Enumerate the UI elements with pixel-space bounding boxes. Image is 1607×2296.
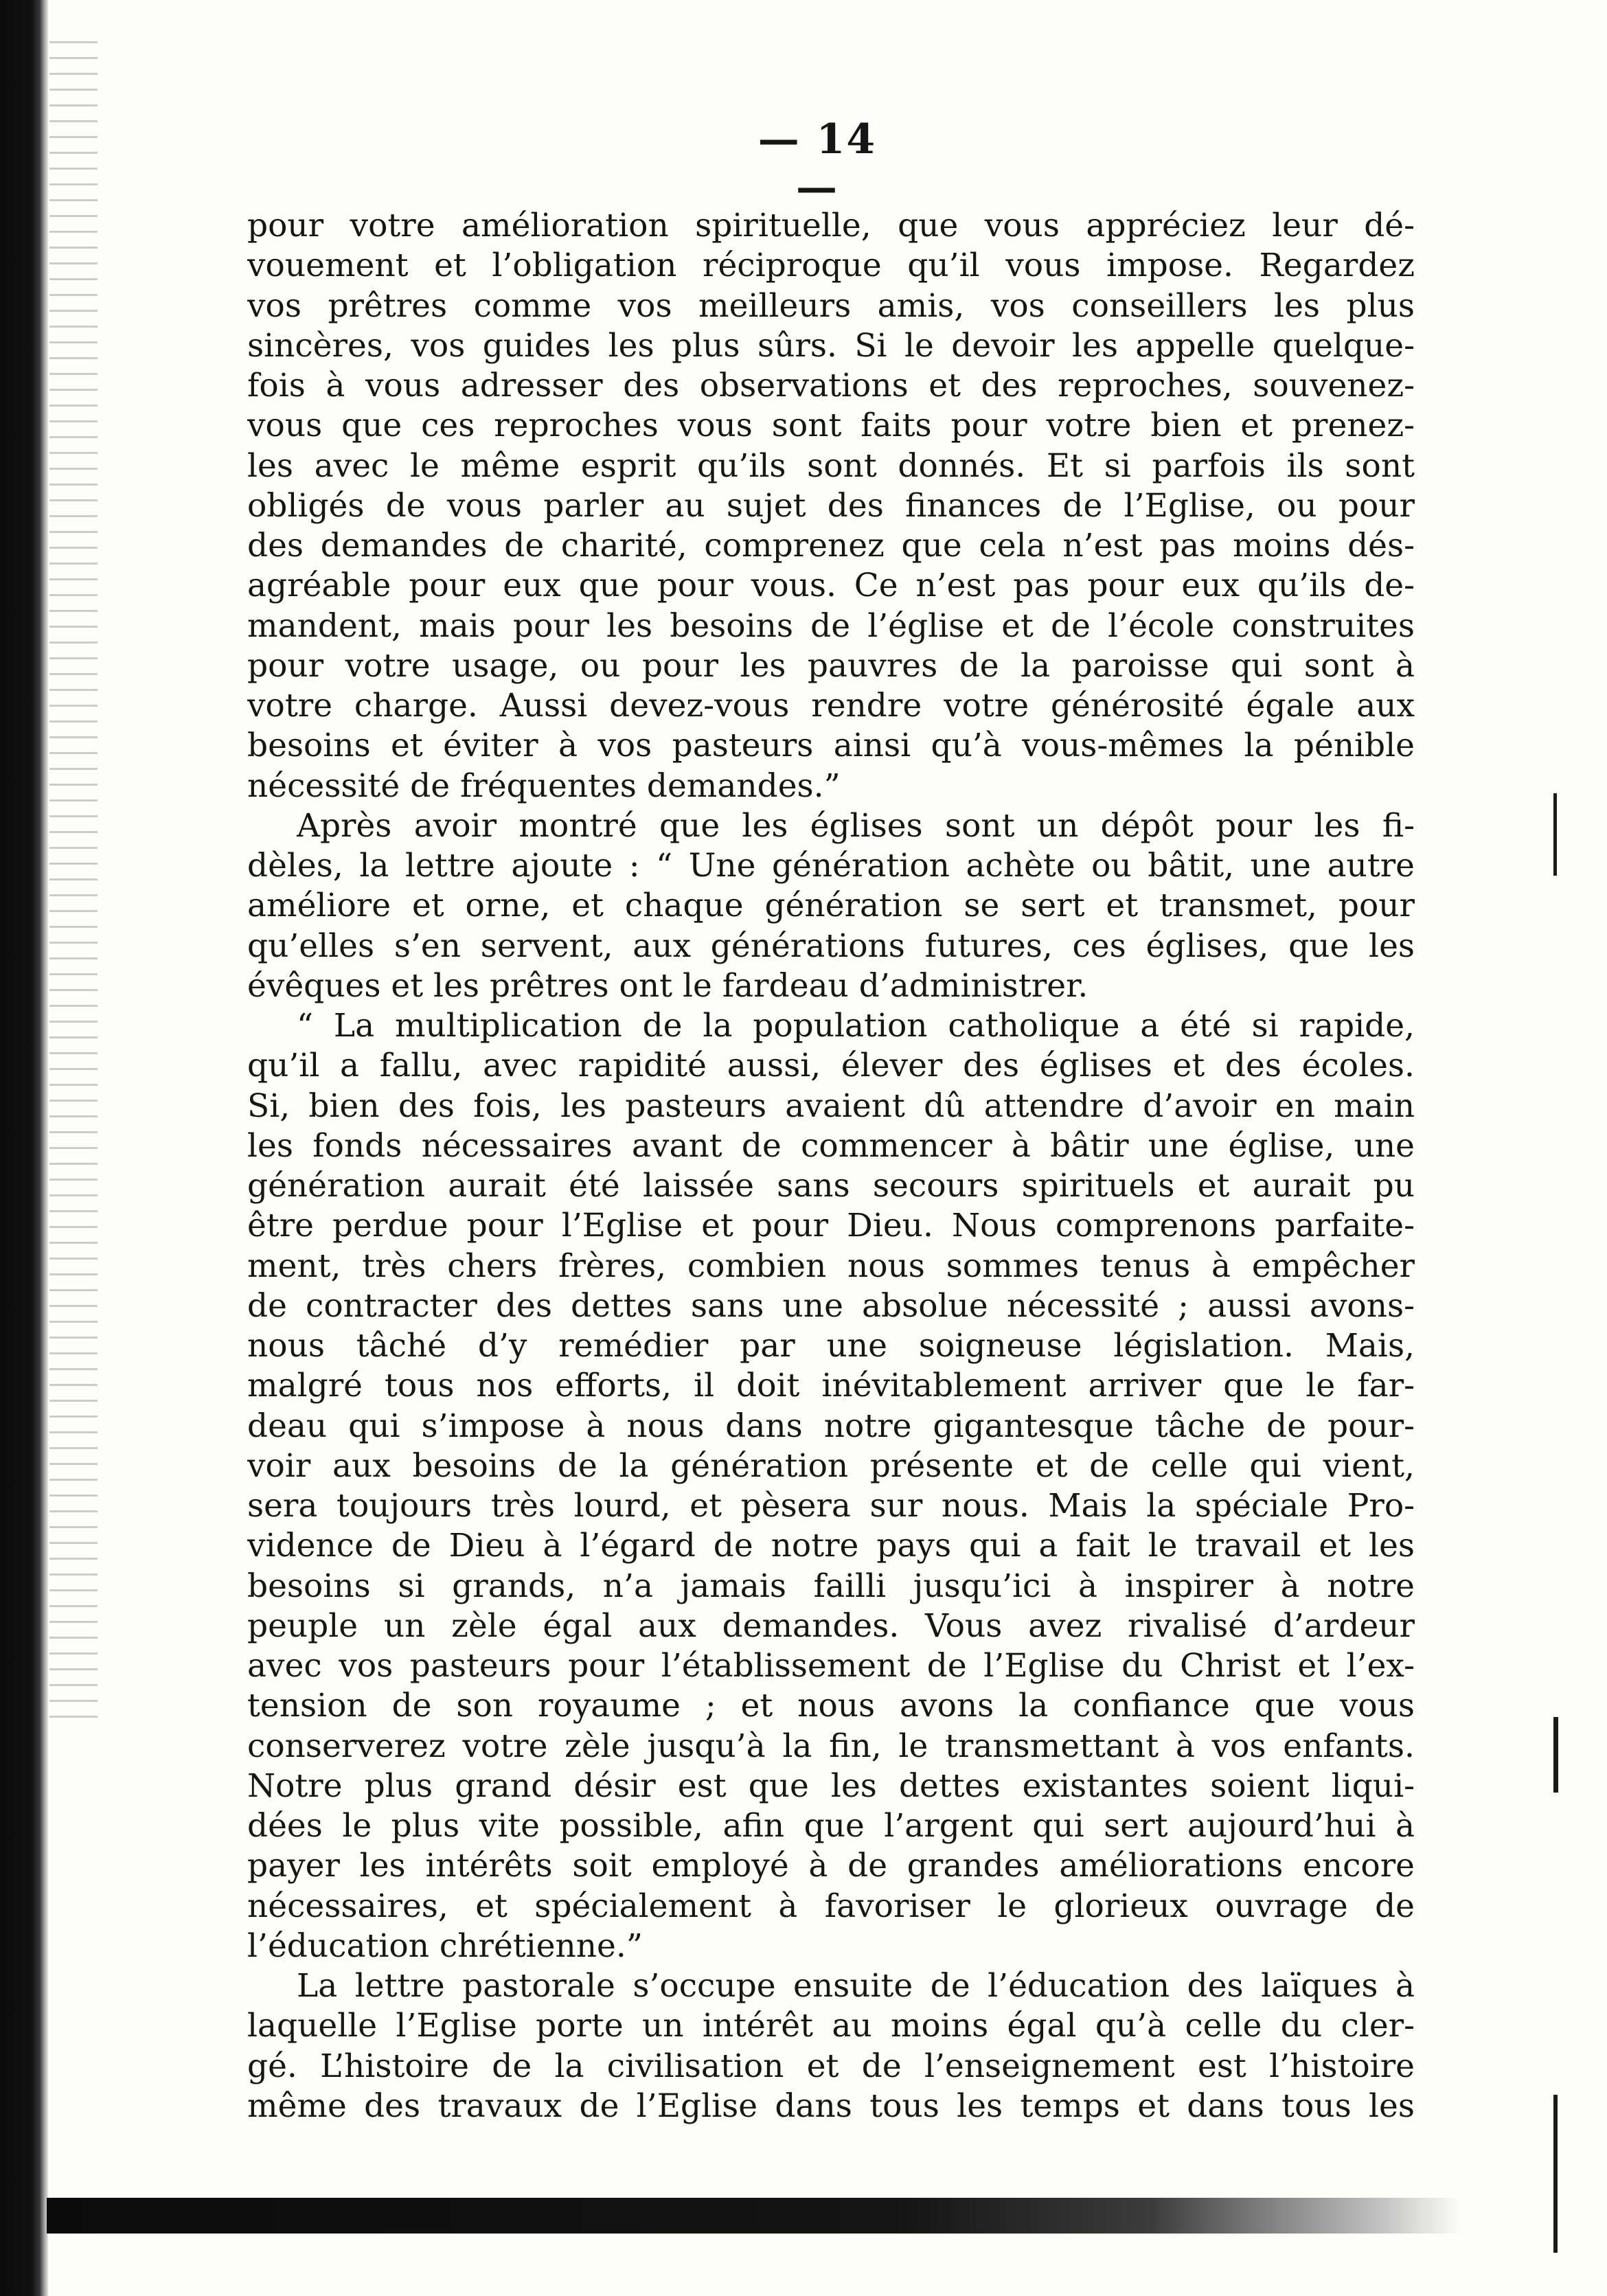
- text-line: besoins et éviter à vos pasteurs ainsi qu’à vous-mêmes la pénible: [247, 727, 1415, 765]
- text-line: dèles, la lettre ajoute : “ Une génération achète ou bâtit, une autre: [247, 847, 1415, 885]
- text-line: payer les intérêts soit employé à de grandes améliorations encore: [247, 1847, 1415, 1885]
- binding-edge-shadow: [0, 0, 48, 2296]
- bottom-scan-edge: [47, 2198, 1461, 2234]
- text-line: nous tâché d’y remédier par une soigneuse législation. Mais,: [247, 1327, 1415, 1365]
- text-line: nécessaires, et spécialement à favoriser le glorieux ouvrage de: [247, 1887, 1415, 1925]
- text-line: Après avoir montré que les églises sont un dépôt pour les fi-: [297, 806, 1415, 845]
- text-line: votre charge. Aussi devez-vous rendre votre générosité égale aux: [247, 687, 1415, 725]
- text-line: deau qui s’impose à nous dans notre gigantesque tâche de pour-: [247, 1407, 1415, 1445]
- margin-mark: [1553, 2095, 1558, 2253]
- text-line: de contracter des dettes sans une absolue nécessité ; aussi avons-: [247, 1286, 1415, 1325]
- text-line: qu’elles s’en servent, aux générations futures, ces églises, que les: [247, 927, 1415, 965]
- text-line: mandent, mais pour les besoins de l’église et de l’école construites: [247, 606, 1415, 645]
- text-line: pour votre amélioration spirituelle, que vous appréciez leur dé-: [247, 207, 1415, 245]
- text-line: vouement et l’obligation réciproque qu’il vous impose. Regardez: [247, 247, 1415, 285]
- text-line: laquelle l’Eglise porte un intérêt au moins égal qu’à celle du cler-: [247, 2007, 1415, 2045]
- text-line: nécessité de fréquentes demandes.”: [247, 766, 841, 805]
- text-line: évêques et les prêtres ont le fardeau d’administrer.: [247, 966, 1089, 1005]
- text-line: conserverez votre zèle jusqu’à la fin, le transmettant à vos enfants.: [247, 1727, 1415, 1765]
- text-line: besoins si grands, n’a jamais failli jusqu’ici à inspirer à notre: [247, 1567, 1415, 1605]
- binding-speckle-marks: [49, 41, 98, 1731]
- text-line: agréable pour eux que pour vous. Ce n’est pas pour eux qu’ils de-: [247, 567, 1415, 605]
- text-line: tension de son royaume ; et nous avons la confiance que vous: [247, 1687, 1415, 1725]
- text-line: sincères, vos guides les plus sûrs. Si le devoir les appelle quelque-: [247, 326, 1415, 365]
- text-line: vous que ces reproches vous sont faits pour votre bien et prenez-: [247, 407, 1415, 445]
- text-line: Si, bien des fois, les pasteurs avaient dû attendre d’avoir en main: [247, 1087, 1415, 1125]
- text-line: même des travaux de l’Eglise dans tous les temps et dans tous les: [247, 2087, 1415, 2125]
- text-line: pour votre usage, ou pour les pauvres de la paroisse qui sont à: [247, 646, 1415, 685]
- body-text: [247, 206, 1415, 2126]
- text-line: vos prêtres comme vos meilleurs amis, vos conseillers les plus: [247, 286, 1415, 325]
- text-line: peuple un zèle égal aux demandes. Vous avez rivalisé d’ardeur: [247, 1606, 1415, 1645]
- text-line: être perdue pour l’Eglise et pour Dieu. Nous comprenons parfaite-: [247, 1207, 1415, 1245]
- text-line: voir aux besoins de la génération présente et de celle qui vient,: [247, 1446, 1415, 1485]
- page-number: — 14 —: [757, 115, 877, 212]
- text-line: avec vos pasteurs pour l’établissement de l’Eglise du Christ et l’ex-: [247, 1647, 1415, 1685]
- text-line: sera toujours très lourd, et pèsera sur nous. Mais la spéciale Pro-: [247, 1487, 1415, 1525]
- text-line: qu’il a fallu, avec rapidité aussi, élever des églises et des écoles.: [247, 1047, 1415, 1085]
- text-line: améliore et orne, et chaque génération se sert et transmet, pour: [247, 887, 1415, 925]
- text-line: ment, très chers frères, combien nous sommes tenus à empêcher: [247, 1247, 1415, 1285]
- text-line: vidence de Dieu à l’égard de notre pays qui a fait le travail et les: [247, 1527, 1415, 1565]
- text-line: “ La multiplication de la population catholique a été si rapide,: [297, 1007, 1415, 1045]
- text-line: des demandes de charité, comprenez que cela n’est pas moins dés-: [247, 527, 1415, 565]
- margin-mark: [1553, 793, 1557, 876]
- text-line: l’éducation chrétienne.”: [247, 1926, 643, 1965]
- text-line: dées le plus vite possible, afin que l’argent qui sert aujourd’hui à: [247, 1807, 1415, 1845]
- text-line: obligés de vous parler au sujet des finances de l’Eglise, ou pour: [247, 486, 1415, 525]
- text-line: les fonds nécessaires avant de commencer à bâtir une église, une: [247, 1126, 1415, 1165]
- text-line: fois à vous adresser des observations et des reproches, souvenez-: [247, 367, 1415, 405]
- text-line: La lettre pastorale s’occupe ensuite de l’éducation des laïques à: [297, 1967, 1415, 2005]
- text-line: Notre plus grand désir est que les dettes existantes soient liqui-: [247, 1766, 1415, 1805]
- margin-mark: [1553, 1717, 1558, 1793]
- text-line: gé. L’histoire de la civilisation et de l’enseignement est l’histoire: [247, 2047, 1415, 2085]
- text-line: génération aurait été laissée sans secours spirituels et aurait pu: [247, 1167, 1415, 1205]
- text-line: malgré tous nos efforts, il doit inévitablement arriver que le far-: [247, 1367, 1415, 1405]
- text-line: les avec le même esprit qu’ils sont donnés. Et si parfois ils sont: [247, 446, 1415, 485]
